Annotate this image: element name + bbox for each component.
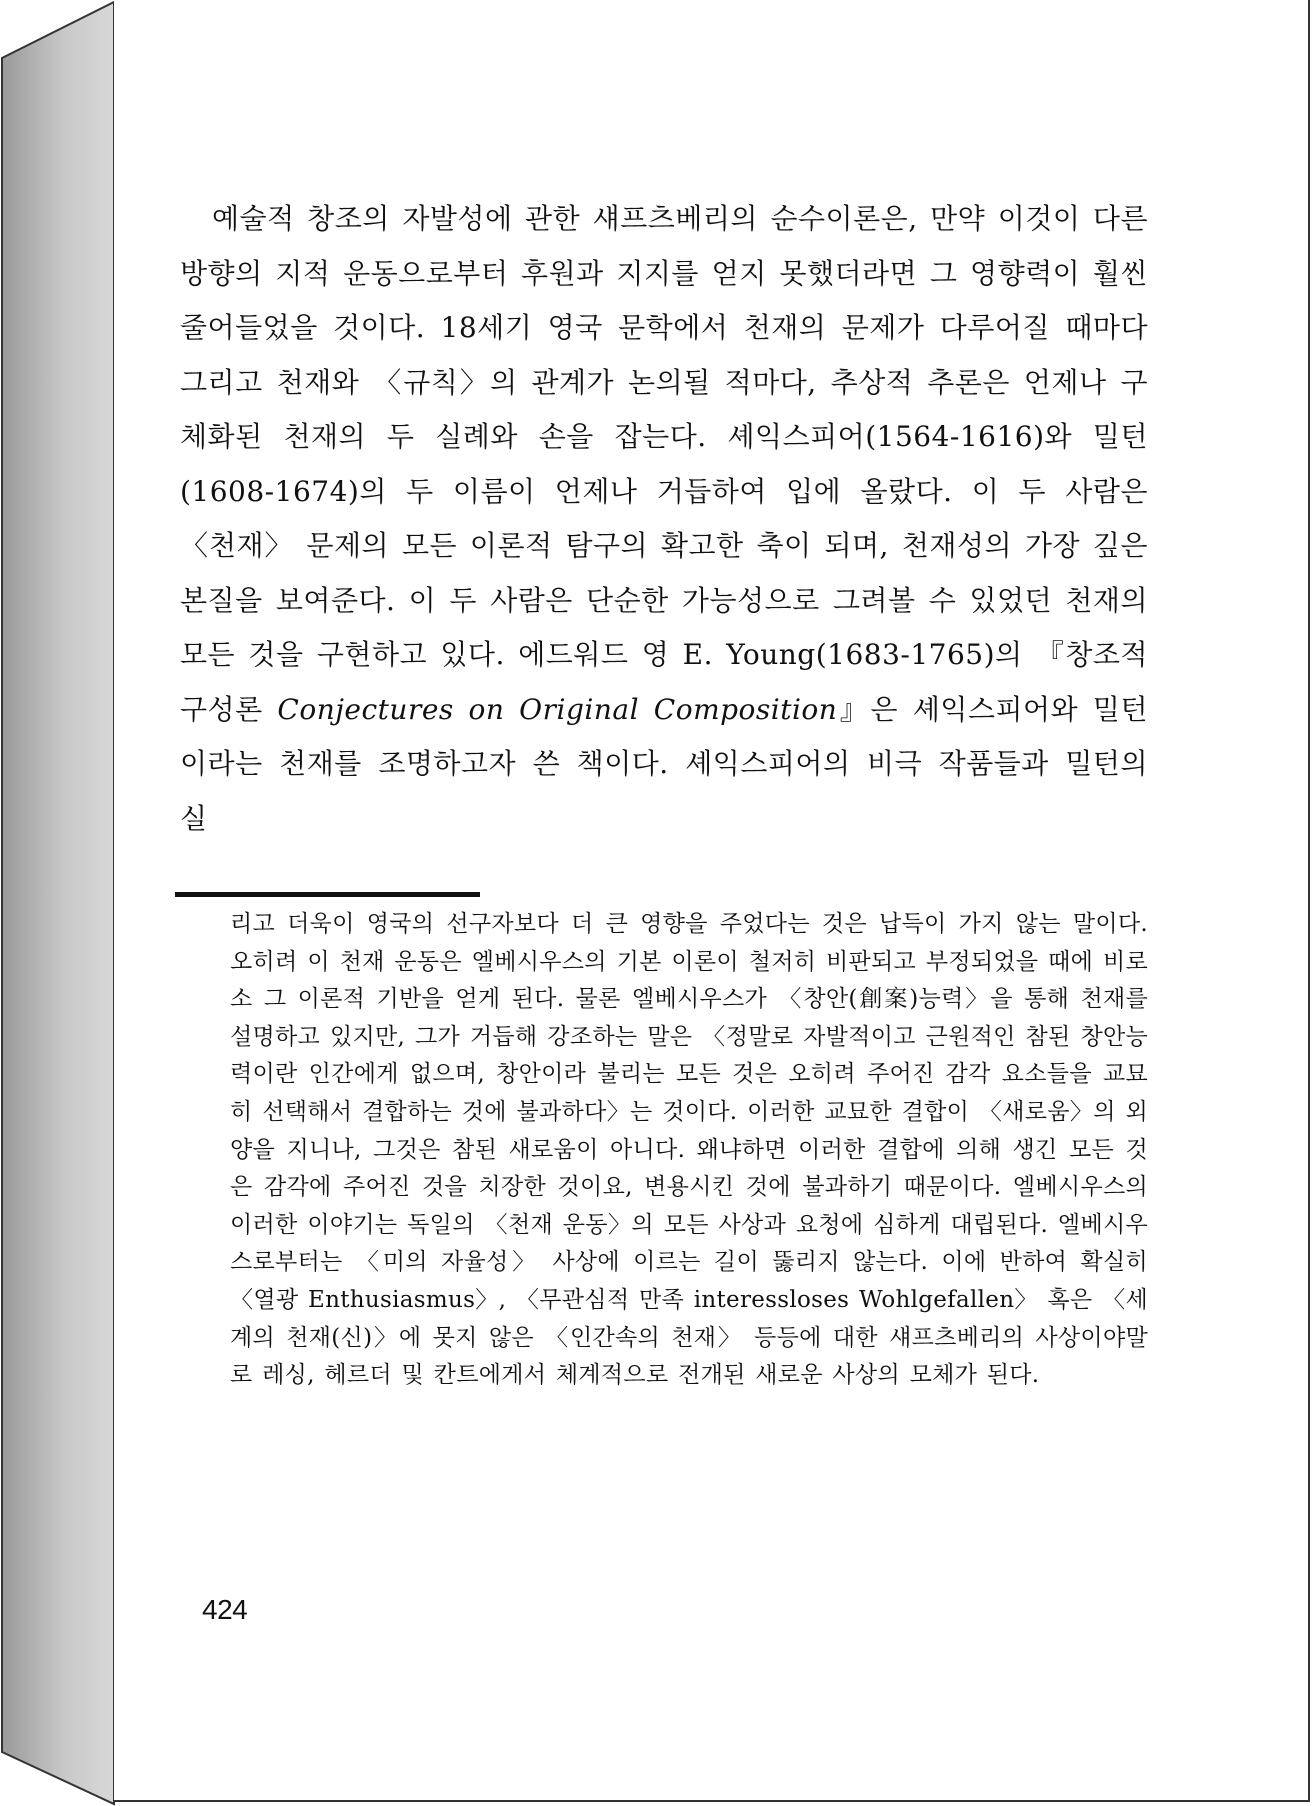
main-text-part-2: 』은 셰익스피어와 밀턴이라는 천재를 조명하고자 쓴 책이다. 셰익스피어의 비극 작품들과 밀턴의 실 [180,692,1148,835]
footnote-text: 리고 더욱이 영국의 선구자보다 더 큰 영향을 주었다는 것은 납득이 가지 않는 말이다. 오히려 이 천재 운동은 엘베시우스의 기본 이론이 철저히 비판되고 부정되었을 때에 비로소 그 이론적 기반을 얻게 된다. 물론 엘베시우스가 〈창안(創案)능력〉을 통해 천재를 설명하고 있지만, 그가 거듭해 강조하는 말은 〈정말로 자발적이고 근원적인 참된 창안능력이란 인간에게 없으며, 창안이라 불리는 모든 것은 오히려 주어진 감각 요소들을 교묘히 선택해서 결합하는 것에 불과하다〉는 것이다. 이러한 교묘한 결합이 〈새로움〉의 외양을 지니나, 그것은 참된 새로움이 아니다. 왜냐하면 이러한 결합에 의해 생긴 모든 것은 감각에 주어진 것을 치장한 것이요, 변용시킨 것에 불과하기 때문이다. 엘베시우스의 이러한 이야기는 독일의 〈천재 운동〉의 모든 사상과 요청에 심하게 대립된다. 엘베시우스로부터는 〈미의 자율성〉 사상에 이르는 길이 뚫리지 않는다. 이에 반하여 확실히 〈열광 Enthusiasmus〉, 〈무관심적 만족 interessloses Wohlgefallen〉 혹은 〈세계의 천재(신)〉에 못지 않은 〈인간속의 천재〉 등등에 대한 섀프츠베리의 사상이야말로 레싱, 헤르더 및 칸트에게서 체계적으로 전개된 새로운 사상의 모체가 된다. [230,911,1148,1389]
footnote-divider [175,892,480,897]
main-body-text [180,192,1148,846]
book-title-italic: Conjectures on Original Composition [277,692,838,726]
page-number: 424 [202,1594,248,1625]
main-text-part-1: 예술적 창조의 자발성에 관한 섀프츠베리의 순수이론은, 만약 이것이 다른 방향의 지적 운동으로부터 후원과 지지를 얻지 못했더라면 그 영향력이 훨씬 줄어들었을 것이다. 18세기 영국 문학에서 천재의 문제가 다루어질 때마다 그리고 천재와 〈규칙〉의 관계가 논의될 적마다, 추상적 추론은 언제나 구체화된 천재의 두 실례와 손을 잡는다. 셰익스피어(1564-1616)와 밀턴(1608-1674)의 두 이름이 언제나 거듭하여 입에 올랐다. 이 두 사람은 〈천재〉 문제의 모든 이론적 탐구의 확고한 축이 되며, 천재성의 가장 깊은 본질을 보여준다. 이 두 사람은 단순한 가능성으로 그려볼 수 있었던 천재의 모든 것을 구현하고 있다. 에드워드 영 E. Young(1683-1765)의 『창조적 구성론 [180,202,1148,726]
